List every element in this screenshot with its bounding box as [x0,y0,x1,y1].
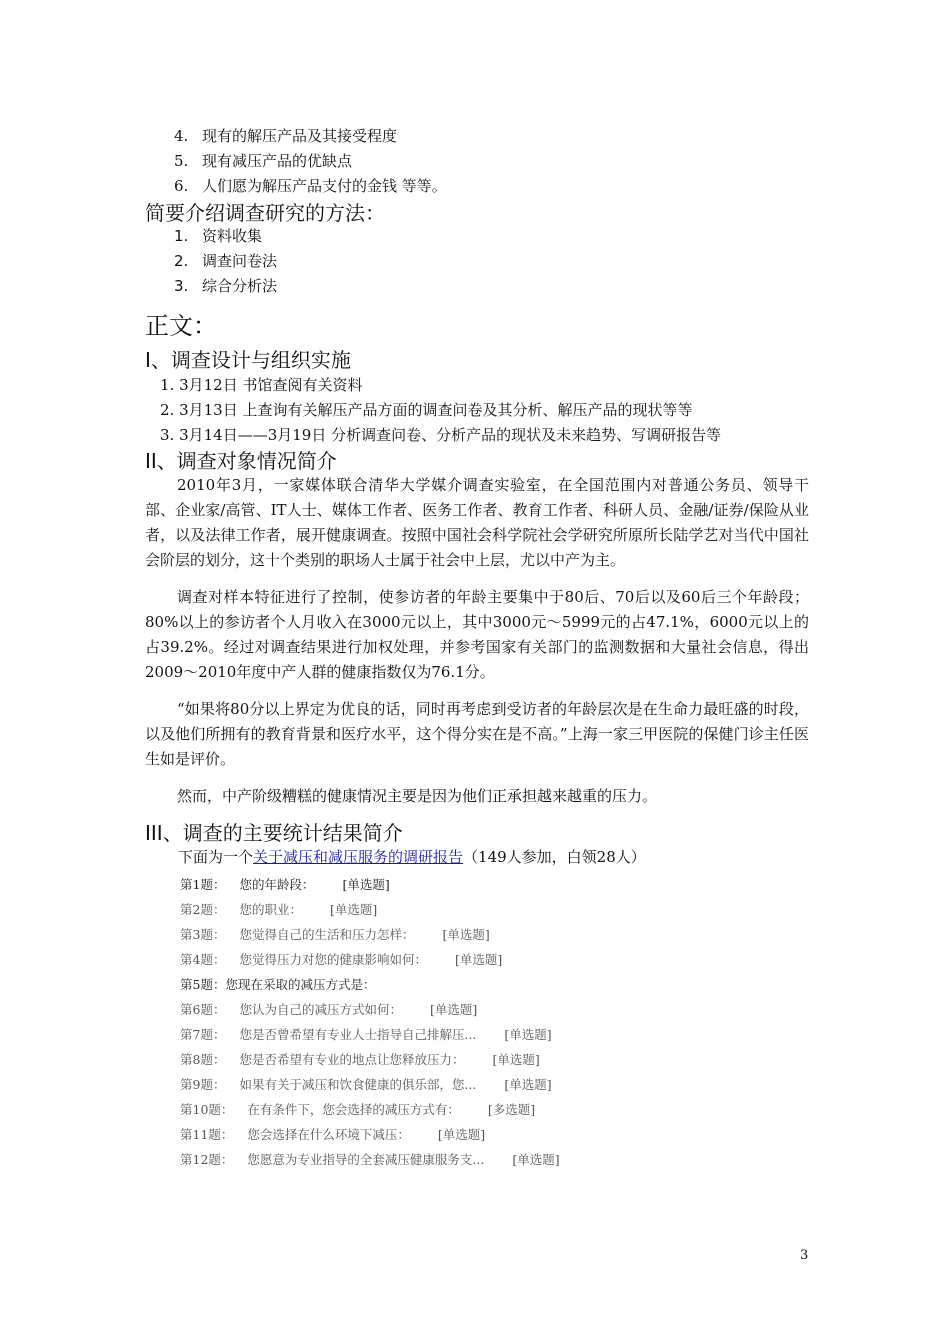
question-item: 第1题： 您的年龄段： [单选题] [180,877,390,892]
paragraph: 2010年3月，一家媒体联合清华大学媒介调查实验室，在全国范围内对普通公务员、领导干部、企业家/高管、IT人士、媒体工作者、医务工作者、教育工作者、科研人员、金融/证券/保险从业者，以及法律工作者，展开健康调查。按照中国社会科学院社会学研究所原所长陆学艺对当代中国社会阶层的划分，这十个类别的职场人士属于社会中上层，尤以中产为主。 [145,476,809,569]
list-item: 6. 人们愿为解压产品支付的金钱 等等。 [174,177,447,195]
list-item: 4. 现有的解压产品及其接受程度 [174,127,398,145]
question-item: 第7题： 您是否曾希望有专业人士指导自己排解压... [单选题] [180,1027,552,1042]
question-item: 第6题： 您认为自己的减压方式如何： [单选题] [180,1002,478,1017]
schedule-item: 2. 3月13日 上查询有关解压产品方面的调查问卷及其分析、解压产品的现状等等 [160,401,693,419]
question-item: 第8题： 您是否希望有专业的地点让您释放压力： [单选题] [180,1052,540,1067]
schedule-item: 3. 3月14日——3月19日 分析调查问卷、分析产品的现状及未来趋势、写调研报告等 [160,426,722,444]
question-item: 第2题： 您的职业： [单选题] [180,902,378,917]
section-2-heading: II、调查对象情况简介 [145,449,337,473]
question-item: 第4题： 您觉得压力对您的健康影响如何： [单选题] [180,952,503,967]
schedule-item: 1. 3月12日 书馆查阅有关资料 [160,376,363,394]
paragraph: “如果将80分以上界定为优良的话，同时再考虑到受访者的年龄层次是在生命力最旺盛的时段，以及他们所拥有的教育背景和医疗水平，这个得分实在是不高。”上海一家三甲医院的保健门诊主任医生如是评价。 [145,700,809,768]
list-item: 2. 调查问卷法 [174,252,278,270]
section-1-heading: I、调查设计与组织实施 [145,348,351,372]
page-number: 3 [800,1248,809,1263]
body-heading: 正文： [145,312,217,340]
paragraph: 然而，中产阶级糟糕的健康情况主要是因为他们正承担越来越重的压力。 [177,787,658,805]
section-3-heading: III、调查的主要统计结果简介 [145,821,403,845]
schedule-list [160,373,721,448]
methods-list [174,224,277,299]
survey-intro: 下面为一个关于减压和减压服务的调研报告（149人参加，白领28人） [178,848,646,866]
paragraph: 调查对样本特征进行了控制，使参访者的年龄主要集中于80后、70后以及60后三个年龄段；80%以上的参访者个人月收入在3000元以上，其中3000元～5999元的占47.1%，6000元以上的占39.2%。经过对调查结果进行加权处理，并参考国家有关部门的监测数据和大量社会信息，得出2009～2010年度中产人群的健康指数仅为76.1分。 [145,588,809,681]
list-item: 3. 综合分析法 [174,277,278,295]
question-item: 第9题： 如果有关于减压和饮食健康的俱乐部，您... [单选题] [180,1077,552,1092]
question-item: 第5题：您现在采取的减压方式是： [180,977,376,992]
question-item: 第12题： 您愿意为专业指导的全套减压健康服务支... [单选题] [180,1152,560,1167]
survey-report-link[interactable]: 关于减压和减压服务的调研报告 [253,848,464,866]
list-item: 1. 资料收集 [174,227,263,245]
list-item: 5. 现有减压产品的优缺点 [174,152,353,170]
research-content-list [174,124,447,199]
methods-heading: 简要介绍调查研究的方法： [145,201,385,225]
question-item: 第10题： 在有条件下，您会选择的减压方式有： [多选题] [180,1102,536,1117]
question-item: 第3题： 您觉得自己的生活和压力怎样： [单选题] [180,927,490,942]
question-list [180,872,560,1172]
question-item: 第11题： 您会选择在什么环境下减压： [单选题] [180,1127,486,1142]
